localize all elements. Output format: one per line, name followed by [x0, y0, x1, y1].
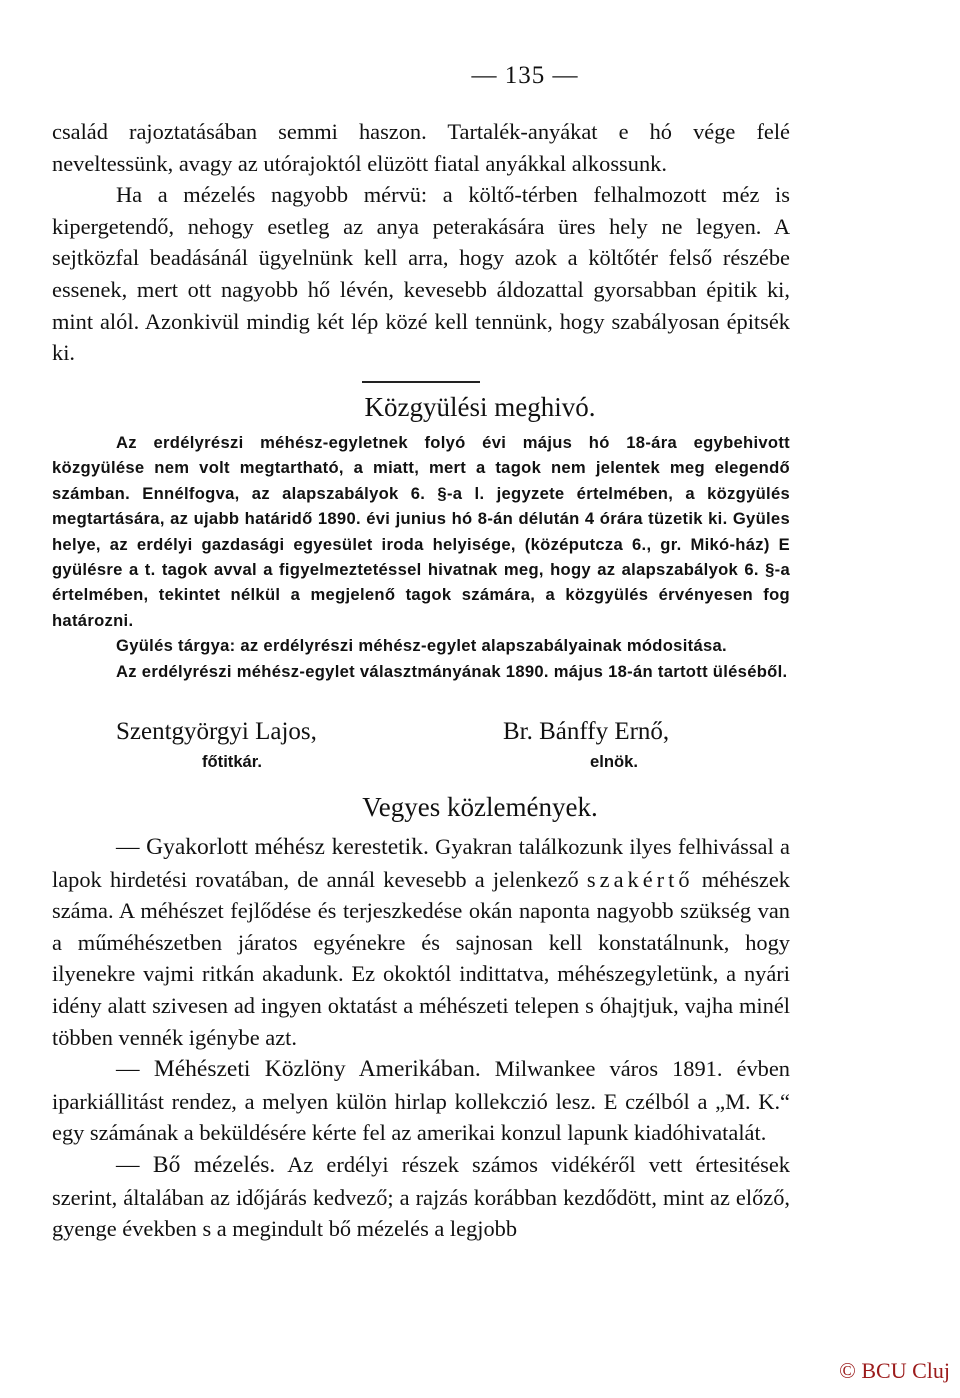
signatory-left-title: főtitkár.	[202, 752, 262, 771]
signatory-right-name: Br. Bánffy Ernő,	[503, 718, 670, 745]
meeting-agenda: Gyülés tárgya: az erdélyrészi méhész-egylet alapszabályainak módositása.	[116, 636, 727, 656]
news-text: Az erdélyi részek számos vidékéről vett értesitések szerint, általában az időjárás kedvező; a rajzás korábban kezdődött, mint az előző, gyenge években s a megindult bő mézelés a legjobb	[52, 1151, 790, 1242]
news-item-honey-flow	[52, 1149, 790, 1245]
meeting-notice-text: Az erdélyrészi méhész-egyletnek folyó évi május hó 18-ára egybehivott közgyülése nem volt megtartható, a miatt, mert a tagok nem jelentek meg elegendő számban. Ennélfogva, az alapszabályok 6. §-a l. jegyzete értelmében, a közgyülés megtartására, az ujabb határidő 1890. évi junius hó 8-án délután 4 órára tüzetik ki. Gyüles helye, az erdélyi gazdasági egyesület iroda helyisége, (középutcza 6., gr. Mikó-ház) E gyülésre a t. tagok avval a figyelmeztetéssel hivatnak meg, hogy az alapszabályok 6. §-a értelmében, tekintet nélkül a megjelenő tagok számára, a közgyülés érvényesen fog határozni.	[52, 433, 790, 630]
meeting-notice	[52, 430, 790, 684]
news-text: Milwankee város 1891. évben iparkiállitást rendez, a melyen külön hirlap kollekczió lesz. E czélból a „M. K.“ egy számának a beküldésére kérte fel az amerikai konzul lapunk kiadóhivatalát.	[52, 1056, 790, 1146]
misc-news	[52, 831, 790, 1245]
paragraph-mezeles: Ha a mézelés nagyobb mérvü: a költő-térben felhalmozott méz is kipergetendő, nehogy esetleg az anya peterakására üres hely ne legyen. A sejtközfal beadásánál ügyelnünk kell arra, hogy azok a költőtér felső részébe essenek, mert ott nagyobb hő lévén, kevesebb áldozattal gyorsabban épitik ki, mint alól. Azonkivül mindig két lép közé kell tennünk, hogy szabályosan épitsék ki.	[52, 182, 790, 366]
paragraph-continuation: család rajoztatásában semmi haszon. Tartalék-anyákat e hó vége felé neveltessünk, avagy az utórajoktól elüzött fiatal anyákkal alkossunk.	[52, 119, 790, 176]
news-lead: — Méhészeti Közlöny Amerikában.	[116, 1056, 481, 1083]
signatory-left-name: Szentgyörgyi Lajos,	[116, 718, 317, 745]
news-text: méhészek száma. A méhészet fejlődése és terjeszkedése okán naponta nagyobb szükség van a műméhészetben járatos egyénekre és sajnosan kell konstatálnunk, hogy ilyenekre vajmi ritkán akadunk. Ez okoktól indittatva, méhészegyletünk, a nyári idény alatt szivesen ad ingyen oktatást a méhészeti telepen s óhajtjuk, vajha minél többen vennék igénybe azt.	[52, 866, 790, 1050]
news-lead: — Gyakorlott méhész kerestetik.	[116, 834, 429, 860]
news-spaced-word: szakértő	[586, 866, 694, 892]
signatory-right-title: elnök.	[590, 752, 638, 771]
opening-paragraph	[52, 116, 790, 369]
news-lead: — Bő mézelés.	[116, 1151, 276, 1178]
news-text: Gyakran találkozunk ilyes felhivással a lapok hirdetési rovatában, de annál kevesebb a jelenkező	[52, 834, 790, 892]
section-divider	[362, 381, 480, 383]
misc-heading: Vegyes közlemények.	[362, 792, 598, 822]
news-item-america	[52, 1053, 790, 1149]
meeting-notice-heading: Közgyülési meghivó.	[364, 392, 596, 422]
news-item-beekeeper-wanted	[52, 831, 790, 1053]
library-watermark: © BCU Cluj	[839, 1358, 950, 1383]
meeting-source: Az erdélyrészi méhész-egylet választmányának 1890. május 18-án tartott üléséből.	[116, 661, 788, 681]
page-number: — 135 —	[471, 62, 579, 89]
